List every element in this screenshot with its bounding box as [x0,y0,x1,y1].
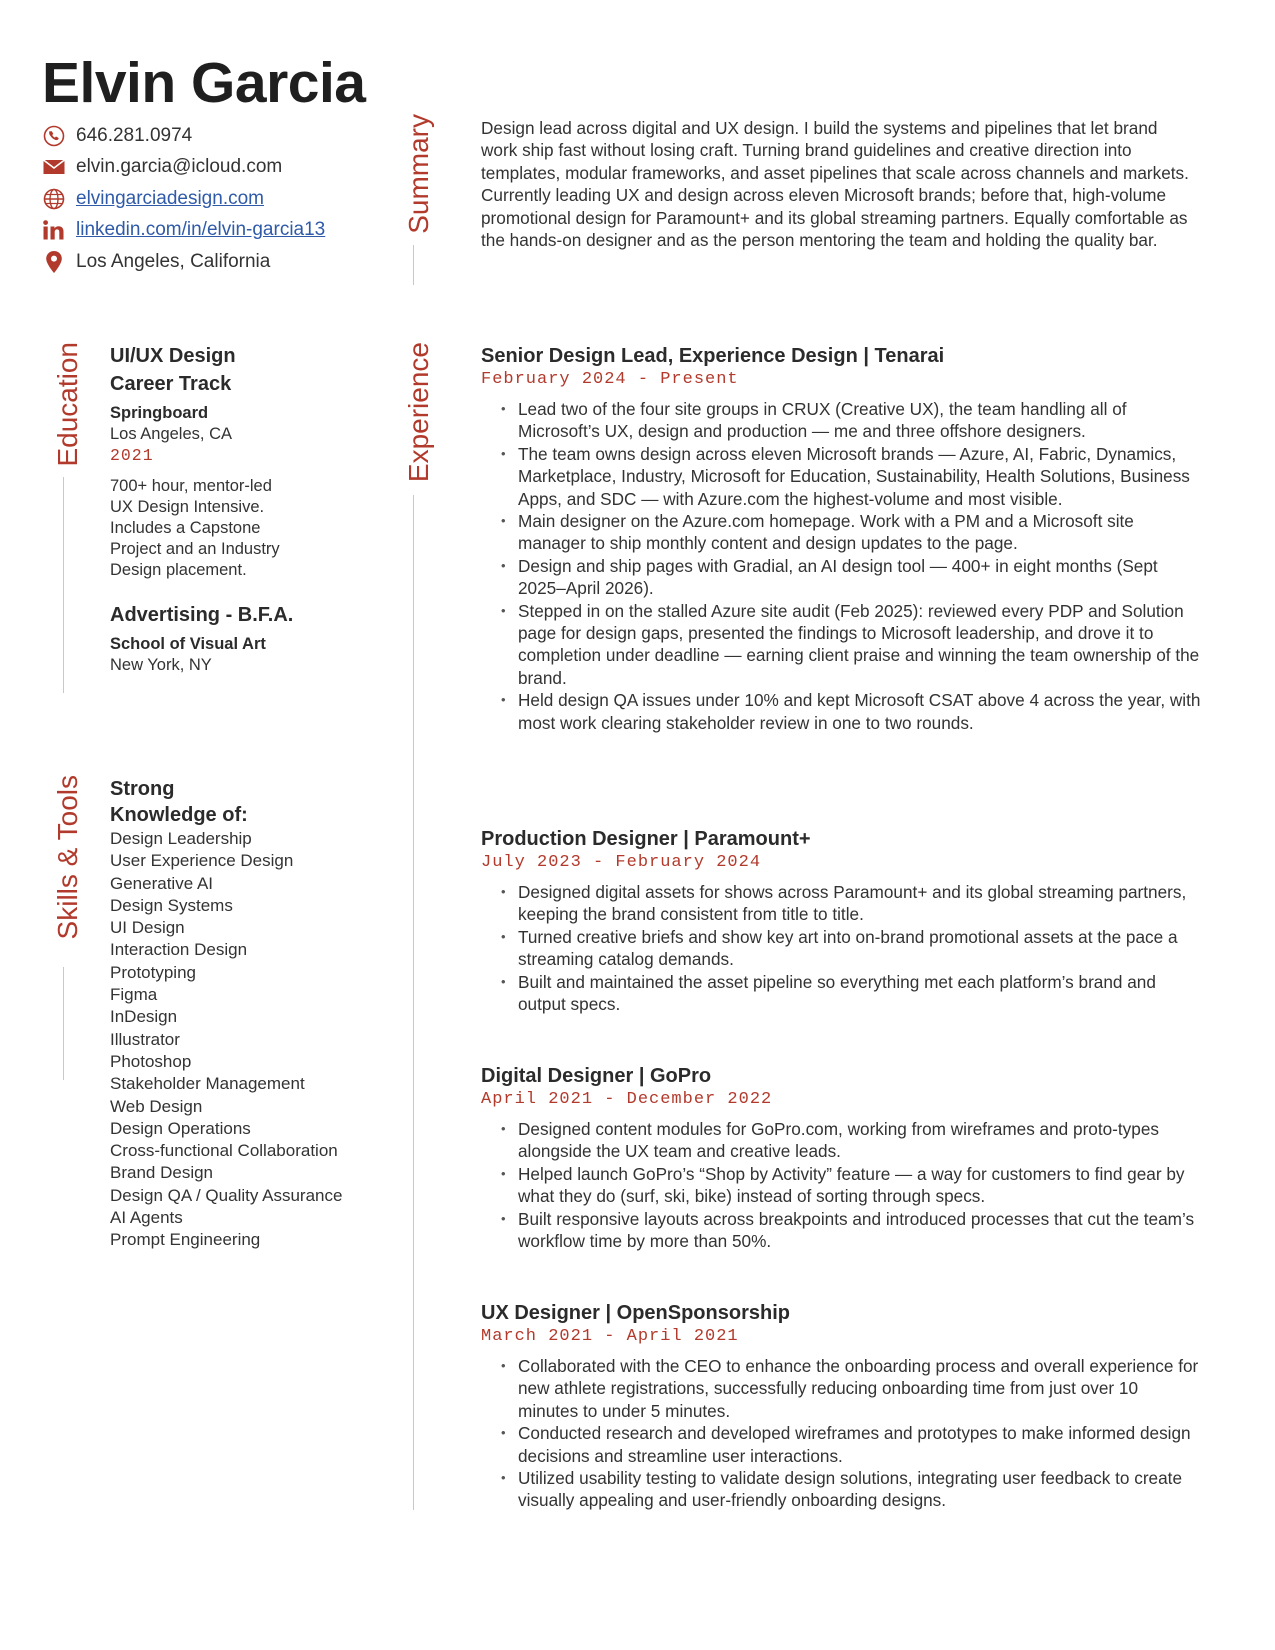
linkedin-icon [42,218,66,242]
job-bullet: • Built and maintained the asset pipeline so everything met each platform’s brand and output specs. [481,971,1201,1016]
job-entry [481,1299,1201,1512]
contact-phone [42,120,325,152]
job-entry [481,342,1201,734]
experience-section-label: Experience [403,342,434,483]
job-bullet: • Conducted research and developed wireframes and prototypes to make informed design decisions and streamline user interactions. [481,1422,1201,1467]
summary-divider [413,245,414,285]
school-location: New York, NY [110,656,212,674]
skill-item: Photoshop [110,1051,192,1071]
summary-text: Design lead across digital and UX design. I build the systems and pipelines that let brand work ship fast without losing craft. Turning brand guidelines and creative direction into templates, modular frameworks, and asset pipelines that scale across channels and markets. Currently leading UX and design across eleven Microsoft brands; before that, high-volume promotional design for Paramount+ and its global streaming partners. Equally comfortable as the hands-on designer and as the person mentoring the team and holding the quality bar. [481,118,1189,251]
phone-number[interactable]: 646.281.0974 [76,124,193,146]
skills-heading-continued: Knowledge of: [110,804,248,826]
phone-icon [42,124,66,148]
job-bullet: • Designed content modules for GoPro.com, working from wireframes and proto-types alongside the UX team and creative leads. [481,1118,1201,1163]
job-bullet: • Main designer on the Azure.com homepage. Work with a PM and a Microsoft site manager to ship monthly content and design updates to the page. [481,510,1201,555]
skills-list [110,776,380,1252]
contact-linkedin [42,215,325,247]
skill-item: Design QA / Quality Assurance [110,1185,343,1205]
skill-item: Stakeholder Management [110,1074,305,1094]
graduation-year: 2021 [110,446,154,465]
job-title: Digital Designer | GoPro [481,1065,712,1087]
school-name: Springboard [110,404,209,422]
degree-title-continued: Career Track [110,373,232,395]
job-bullet: • Built responsive layouts across breakpoints and introduced processes that cut the team’s workflow time by more than 50%. [481,1208,1201,1253]
description-line: Includes a Capstone [110,519,261,537]
skill-item: Illustrator [110,1029,180,1049]
education-item [110,601,380,676]
job-bullet: • Designed digital assets for shows across Paramount+ and its global streaming partners, keeping the brand consistent from title to title. [481,881,1201,926]
education-section-label: Education [52,342,83,467]
skill-item: Design Systems [110,895,233,915]
skill-item: User Experience Design [110,851,294,871]
location-text: Los Angeles, California [76,250,271,272]
description-line: 700+ hour, mentor-led [110,477,272,495]
contact-email [42,152,325,184]
skill-item: Figma [110,985,158,1005]
job-bullet: • Utilized usability testing to validate design solutions, integrating user feedback to create visually appealing and user-friendly onboarding designs. [481,1467,1201,1512]
job-bullet: • Lead two of the four site groups in CRUX (Creative UX), the team handling all of Microsoft’s UX, design and production — me and three offshore designers. [481,398,1201,443]
summary-section-label: Summary [403,114,434,234]
globe-icon [42,187,66,211]
skill-item: Cross-functional Collaboration [110,1141,338,1161]
job-bullet: • Design and ship pages with Gradial, an AI design tool — 400+ in eight months (Sept 2025–April 2026). [481,555,1201,600]
skill-item: Generative AI [110,873,214,893]
description-line: Design placement. [110,561,247,579]
contact-website [42,183,325,215]
job-bullets [481,1355,1201,1512]
skill-item: Design Operations [110,1118,251,1138]
education-item [110,342,380,581]
description-line: Project and an Industry [110,540,280,558]
job-bullet: • Helped launch GoPro’s “Shop by Activity” feature — a way for customers to find gear by what they do (surf, ski, bike) instead of sorting through specs. [481,1163,1201,1208]
degree-title: UI/UX Design [110,345,236,367]
experience-divider [413,495,414,1510]
skills-section-label: Skills & Tools [52,775,83,940]
program-description [110,476,380,581]
job-entry [481,825,1201,1015]
contact-list [42,120,325,278]
skill-item: Prototyping [110,962,196,982]
job-dates: March 2021 - April 2021 [481,1327,739,1346]
job-bullets [481,398,1201,734]
job-dates: February 2024 - Present [481,370,739,389]
skill-item: Design Leadership [110,829,252,848]
skill-item: Web Design [110,1096,203,1116]
school-location: Los Angeles, CA [110,425,232,443]
linkedin-link[interactable]: linkedin.com/in/elvin-garcia13 [76,219,326,241]
job-title: UX Designer | OpenSponsorship [481,1302,790,1324]
website-link[interactable]: elvingarciadesign.com [76,187,264,209]
degree-title: Advertising - B.F.A. [110,604,294,626]
skill-item: AI Agents [110,1208,183,1228]
job-bullet: • The team owns design across eleven Microsoft brands — Azure, AI, Fabric, Dynamics, Marketplace, Industry, Microsoft for Education, Sustainability, Health Solutions, Business Apps, and SDC — with Azure.com the highest-volume and most visible. [481,443,1201,510]
job-bullet: • Stepped in on the stalled Azure site audit (Feb 2025): reviewed every PDP and Solution page for design gaps, presented the findings to Microsoft leadership, and drove it to completion under deadline — earning client praise and winning the team ownership of the brand. [481,600,1201,690]
location-pin-icon [42,250,66,274]
skill-item: InDesign [110,1007,178,1027]
education-list [110,342,380,676]
email-address[interactable]: elvin.garcia@icloud.com [76,156,283,178]
job-bullet: • Turned creative briefs and show key art into on-brand promotional assets at the pace a streaming catalog demands. [481,926,1201,971]
skill-item: Interaction Design [110,940,248,960]
job-title: Production Designer | Paramount+ [481,828,811,850]
school-name: School of Visual Art [110,635,266,653]
skill-item: Brand Design [110,1163,214,1183]
skill-item: UI Design [110,918,185,938]
email-icon [42,155,66,179]
education-divider [63,477,64,693]
skill-item: Prompt Engineering [110,1230,261,1250]
job-bullets [481,1118,1201,1252]
job-title: Senior Design Lead, Experience Design | Tenarai [481,345,945,367]
job-entry [481,1062,1201,1252]
skills-divider [63,967,64,1080]
job-bullets [481,881,1201,1015]
job-dates: April 2021 - December 2022 [481,1090,773,1109]
contact-location [42,246,325,278]
description-line: UX Design Intensive. [110,498,265,516]
job-dates: July 2023 - February 2024 [481,853,762,872]
job-bullet: • Held design QA issues under 10% and kept Microsoft CSAT above 4 across the year, with most work clearing stakeholder review in one to two rounds. [481,689,1201,734]
candidate-name: Elvin Garcia [42,51,366,115]
skills-heading: Strong [110,778,175,800]
job-bullet: • Collaborated with the CEO to enhance the onboarding process and overall experience for new athlete registrations, successfully reducing onboarding time from just over 10 minutes to under 5 minutes. [481,1355,1201,1422]
